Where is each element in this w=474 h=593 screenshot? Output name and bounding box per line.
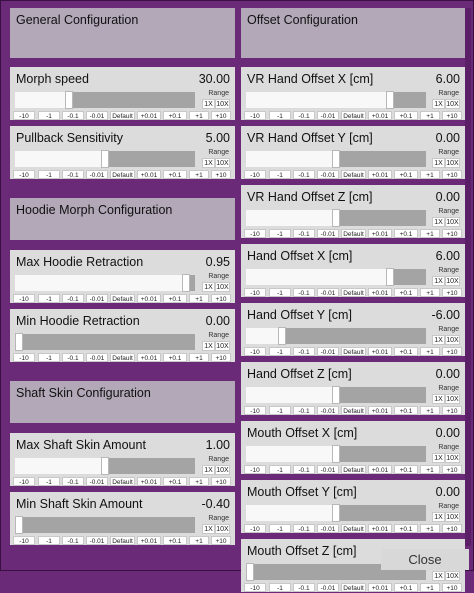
setting-value: 0.95 <box>205 255 230 269</box>
slider-handle[interactable] <box>278 327 286 345</box>
section-header-offset: Offset Configuration <box>241 8 465 58</box>
range-label: Range <box>208 149 229 156</box>
step-buttons <box>244 583 462 592</box>
step-button[interactable]: +10 <box>442 229 462 238</box>
slider-handle[interactable] <box>332 150 340 168</box>
setting-value: 0.00 <box>435 131 460 145</box>
slider-card <box>241 244 465 297</box>
setting-value: 0.00 <box>435 190 460 204</box>
slider-card <box>241 362 465 415</box>
slider-card <box>10 492 235 545</box>
step-button[interactable]: -0.1 <box>62 111 84 120</box>
setting-value: 6.00 <box>435 249 460 263</box>
range-1x-button[interactable]: 1X <box>202 341 215 351</box>
step-button[interactable]: +0.01 <box>137 477 161 486</box>
step-button[interactable]: +1 <box>189 170 209 179</box>
slider-handle[interactable] <box>65 91 73 109</box>
step-button[interactable]: Default <box>341 347 366 356</box>
setting-value: 0.00 <box>435 485 460 499</box>
setting-value: 1.00 <box>205 438 230 452</box>
slider-track[interactable] <box>246 505 426 521</box>
range-1x-button[interactable]: 1X <box>432 394 445 404</box>
range-10x-button[interactable]: 10X <box>216 526 229 533</box>
step-button[interactable]: +0.01 <box>137 170 161 179</box>
step-button[interactable]: Default <box>110 353 135 362</box>
range-10x-button[interactable]: 10X <box>446 101 459 108</box>
slider-fill <box>15 275 186 291</box>
step-button[interactable]: -0.01 <box>86 294 108 303</box>
setting-value: 0.00 <box>435 426 460 440</box>
range-10x-button[interactable]: 10X <box>446 514 459 521</box>
slider-track[interactable] <box>15 92 195 108</box>
range-1x-button[interactable]: 1X <box>432 335 445 345</box>
setting-label: VR Hand Offset X [cm] <box>247 72 374 86</box>
step-button[interactable]: +0.01 <box>137 294 161 303</box>
step-button[interactable]: +10 <box>211 294 231 303</box>
slider-card <box>241 67 465 120</box>
range-1x-button[interactable]: 1X <box>432 158 445 168</box>
step-button[interactable]: Default <box>110 536 135 545</box>
slider-track[interactable] <box>15 517 195 533</box>
slider-card <box>241 421 465 474</box>
slider-fill <box>246 328 282 344</box>
step-button[interactable]: +0.1 <box>163 353 187 362</box>
step-button[interactable]: -1 <box>38 536 60 545</box>
step-button[interactable]: -10 <box>244 465 266 474</box>
slider-handle[interactable] <box>332 386 340 404</box>
step-button[interactable]: -10 <box>244 111 266 120</box>
slider-card <box>10 126 235 179</box>
step-button[interactable]: +10 <box>442 170 462 179</box>
step-button[interactable]: +1 <box>420 170 440 179</box>
slider-track[interactable] <box>246 151 426 167</box>
setting-value: 0.00 <box>435 367 460 381</box>
step-button[interactable]: -0.1 <box>293 524 315 533</box>
slider-handle[interactable] <box>15 516 23 534</box>
range-10x-button[interactable]: 10X <box>446 455 459 462</box>
slider-track[interactable] <box>246 269 426 285</box>
range-label: Range <box>438 149 459 156</box>
step-button[interactable]: -10 <box>13 477 35 486</box>
range-label: Range <box>438 326 459 333</box>
step-button[interactable]: +10 <box>211 111 231 120</box>
range-1x-button[interactable]: 1X <box>202 524 215 534</box>
slider-handle[interactable] <box>15 333 23 351</box>
range-1x-button[interactable]: 1X <box>432 276 445 286</box>
slider-card <box>10 250 235 303</box>
step-button[interactable]: +1 <box>189 294 209 303</box>
step-button[interactable]: +10 <box>442 465 462 474</box>
setting-label: Hand Offset Y [cm] <box>247 308 352 322</box>
step-button[interactable]: -0.1 <box>293 406 315 415</box>
step-button[interactable]: +0.1 <box>163 111 187 120</box>
setting-value: 30.00 <box>198 72 230 86</box>
step-button[interactable]: -1 <box>38 170 60 179</box>
step-button[interactable]: -0.01 <box>317 583 339 592</box>
step-button[interactable]: -0.01 <box>317 406 339 415</box>
slider-card <box>241 303 465 356</box>
step-button[interactable]: +0.01 <box>137 536 161 545</box>
slider-card <box>241 480 465 533</box>
step-button[interactable]: +0.01 <box>137 353 161 362</box>
step-button[interactable]: -0.1 <box>62 477 84 486</box>
step-button[interactable]: -0.01 <box>86 170 108 179</box>
setting-label: Morph speed <box>16 72 89 86</box>
step-buttons <box>244 170 462 179</box>
setting-label: VR Hand Offset Y [cm] <box>247 131 373 145</box>
step-button[interactable]: -10 <box>13 536 35 545</box>
step-button[interactable]: +1 <box>420 465 440 474</box>
slider-handle[interactable] <box>386 268 394 286</box>
step-button[interactable]: +10 <box>442 288 462 297</box>
step-button[interactable]: -10 <box>13 294 35 303</box>
step-button[interactable]: Default <box>341 288 366 297</box>
range-label: Range <box>438 503 459 510</box>
step-button[interactable]: +1 <box>420 524 440 533</box>
slider-track[interactable] <box>246 210 426 226</box>
step-button[interactable]: Default <box>341 111 366 120</box>
range-1x-button[interactable]: 1X <box>202 99 215 109</box>
step-button[interactable]: Default <box>110 111 135 120</box>
setting-label: Pullback Sensitivity <box>16 131 123 145</box>
slider-handle[interactable] <box>332 209 340 227</box>
step-button[interactable]: Default <box>110 294 135 303</box>
range-1x-button[interactable]: 1X <box>202 465 215 475</box>
step-button[interactable]: -10 <box>13 170 35 179</box>
step-button[interactable]: Default <box>341 524 366 533</box>
step-buttons <box>244 406 462 415</box>
step-button[interactable]: -0.01 <box>86 353 108 362</box>
step-button[interactable]: +10 <box>211 477 231 486</box>
slider-track[interactable] <box>246 328 426 344</box>
step-button[interactable]: +0.1 <box>394 170 418 179</box>
range-1x-button[interactable]: 1X <box>432 217 445 227</box>
step-button[interactable]: -0.01 <box>86 111 108 120</box>
range-10x-button[interactable]: 10X <box>216 160 229 167</box>
slider-fill <box>246 92 390 108</box>
slider-fill <box>246 387 336 403</box>
range-1x-button[interactable]: 1X <box>432 571 445 581</box>
step-button[interactable]: -1 <box>269 111 291 120</box>
step-button[interactable]: +0.1 <box>163 294 187 303</box>
slider-card <box>10 67 235 120</box>
step-button[interactable]: -1 <box>269 583 291 592</box>
step-button[interactable]: +10 <box>211 353 231 362</box>
left-settings-column <box>10 8 235 546</box>
step-button[interactable]: -10 <box>244 524 266 533</box>
step-button[interactable]: +0.1 <box>394 347 418 356</box>
setting-value: 6.00 <box>435 72 460 86</box>
step-button[interactable]: +0.1 <box>394 465 418 474</box>
setting-label: Min Shaft Skin Amount <box>16 497 143 511</box>
slider-card <box>10 309 235 362</box>
setting-label: Mouth Offset Y [cm] <box>247 485 357 499</box>
slider-handle[interactable] <box>101 457 109 475</box>
range-1x-button[interactable]: 1X <box>202 282 215 292</box>
step-button[interactable]: +1 <box>189 111 209 120</box>
slider-track[interactable] <box>15 334 195 350</box>
step-button[interactable]: +10 <box>442 347 462 356</box>
slider-track[interactable] <box>15 275 195 291</box>
setting-value: 0.00 <box>205 314 230 328</box>
step-button[interactable]: -0.1 <box>293 229 315 238</box>
step-button[interactable]: -1 <box>269 288 291 297</box>
section-header-shaft: Shaft Skin Configuration <box>10 381 235 423</box>
step-button[interactable]: +0.1 <box>394 583 418 592</box>
setting-label: Min Hoodie Retraction <box>16 314 140 328</box>
step-button[interactable]: -10 <box>13 111 35 120</box>
step-button[interactable]: +10 <box>442 111 462 120</box>
step-button[interactable]: -10 <box>244 347 266 356</box>
slider-handle[interactable] <box>386 91 394 109</box>
setting-value: -0.40 <box>201 497 230 511</box>
step-button[interactable]: +0.1 <box>394 406 418 415</box>
range-label: Range <box>438 444 459 451</box>
section-header-general: General Configuration <box>10 8 235 58</box>
step-button[interactable]: -0.1 <box>293 170 315 179</box>
step-button[interactable]: -0.1 <box>293 288 315 297</box>
range-1x-button[interactable]: 1X <box>432 453 445 463</box>
slider-track[interactable] <box>246 387 426 403</box>
step-button[interactable]: -0.01 <box>86 536 108 545</box>
setting-label: Mouth Offset X [cm] <box>247 426 358 440</box>
range-10x-button[interactable]: 10X <box>216 101 229 108</box>
slider-fill <box>246 210 336 226</box>
close-button[interactable]: Close <box>381 549 469 570</box>
range-10x-button[interactable]: 10X <box>216 284 229 291</box>
step-button[interactable]: +1 <box>189 477 209 486</box>
step-button[interactable]: +0.01 <box>368 465 392 474</box>
step-buttons <box>13 111 232 120</box>
step-buttons <box>13 536 232 545</box>
range-10x-button[interactable]: 10X <box>216 467 229 474</box>
slider-track[interactable] <box>246 446 426 462</box>
step-button[interactable]: +0.1 <box>394 524 418 533</box>
scrollbar[interactable] <box>465 8 471 546</box>
section-header-hoodie: Hoodie Morph Configuration <box>10 198 235 240</box>
step-button[interactable]: +0.01 <box>368 111 392 120</box>
step-button[interactable]: -10 <box>244 406 266 415</box>
step-button[interactable]: +10 <box>211 170 231 179</box>
setting-label: Max Hoodie Retraction <box>16 255 144 269</box>
range-label: Range <box>208 273 229 280</box>
step-button[interactable]: -1 <box>38 353 60 362</box>
step-button[interactable]: -0.1 <box>62 353 84 362</box>
step-buttons <box>244 111 462 120</box>
step-button[interactable]: -1 <box>38 111 60 120</box>
step-button[interactable]: -0.1 <box>62 536 84 545</box>
step-button[interactable]: -0.01 <box>317 229 339 238</box>
step-buttons <box>13 170 232 179</box>
step-button[interactable]: -0.01 <box>317 347 339 356</box>
step-buttons <box>13 353 232 362</box>
slider-handle[interactable] <box>246 563 254 581</box>
slider-fill <box>246 446 336 462</box>
slider-track[interactable] <box>15 151 195 167</box>
step-button[interactable]: Default <box>110 170 135 179</box>
step-button[interactable]: -0.1 <box>293 583 315 592</box>
step-button[interactable]: +10 <box>442 583 462 592</box>
step-button[interactable]: -0.1 <box>62 170 84 179</box>
range-label: Range <box>208 90 229 97</box>
setting-label: VR Hand Offset Z [cm] <box>247 190 373 204</box>
range-label: Range <box>208 456 229 463</box>
slider-fill <box>246 505 336 521</box>
slider-handle[interactable] <box>182 274 190 292</box>
slider-fill <box>15 92 69 108</box>
slider-fill <box>246 151 336 167</box>
step-button[interactable]: +0.1 <box>163 170 187 179</box>
step-button[interactable]: -0.01 <box>317 170 339 179</box>
step-button[interactable]: -1 <box>38 477 60 486</box>
step-button[interactable]: +0.01 <box>368 583 392 592</box>
range-10x-button[interactable]: 10X <box>446 278 459 285</box>
step-button[interactable]: +0.01 <box>368 524 392 533</box>
step-button[interactable]: -1 <box>269 524 291 533</box>
step-button[interactable]: Default <box>110 477 135 486</box>
range-10x-button[interactable]: 10X <box>446 337 459 344</box>
step-button[interactable]: Default <box>341 170 366 179</box>
range-label: Range <box>208 332 229 339</box>
step-buttons <box>244 347 462 356</box>
step-button[interactable]: -1 <box>269 347 291 356</box>
step-button[interactable]: Default <box>341 229 366 238</box>
step-button[interactable]: -1 <box>269 406 291 415</box>
setting-label: Hand Offset Z [cm] <box>247 367 352 381</box>
step-buttons <box>13 294 232 303</box>
setting-label: Mouth Offset Z [cm] <box>247 544 357 558</box>
step-button[interactable]: -0.01 <box>317 288 339 297</box>
slider-card <box>10 433 235 486</box>
step-button[interactable]: +0.01 <box>368 229 392 238</box>
step-button[interactable]: -0.01 <box>86 477 108 486</box>
step-button[interactable]: +1 <box>420 583 440 592</box>
step-button[interactable]: +0.01 <box>368 288 392 297</box>
step-button[interactable]: +0.1 <box>394 111 418 120</box>
range-10x-button[interactable]: 10X <box>446 573 459 580</box>
step-button[interactable]: -0.01 <box>317 524 339 533</box>
range-10x-button[interactable]: 10X <box>446 396 459 403</box>
step-button[interactable]: -0.1 <box>293 111 315 120</box>
step-button[interactable]: -0.01 <box>317 465 339 474</box>
step-button[interactable]: +1 <box>420 288 440 297</box>
slider-card <box>241 185 465 238</box>
step-button[interactable]: +0.01 <box>368 170 392 179</box>
range-label: Range <box>438 208 459 215</box>
step-button[interactable]: -1 <box>269 170 291 179</box>
step-button[interactable]: +10 <box>442 524 462 533</box>
step-button[interactable]: +0.01 <box>368 347 392 356</box>
step-button[interactable]: +0.01 <box>137 111 161 120</box>
slider-fill <box>15 151 105 167</box>
setting-value: -6.00 <box>431 308 460 322</box>
range-label: Range <box>208 515 229 522</box>
step-button[interactable]: -10 <box>244 583 266 592</box>
step-button[interactable]: -0.01 <box>317 111 339 120</box>
step-button[interactable]: -0.1 <box>293 347 315 356</box>
slider-card <box>241 126 465 179</box>
step-button[interactable]: Default <box>341 406 366 415</box>
step-button[interactable]: -1 <box>269 229 291 238</box>
step-buttons <box>244 465 462 474</box>
step-button[interactable]: +1 <box>189 353 209 362</box>
slider-handle[interactable] <box>332 504 340 522</box>
step-button[interactable]: -10 <box>13 353 35 362</box>
step-button[interactable]: -10 <box>244 229 266 238</box>
slider-fill <box>246 269 390 285</box>
step-button[interactable]: +0.1 <box>394 288 418 297</box>
step-button[interactable]: +1 <box>420 229 440 238</box>
step-button[interactable]: +1 <box>189 536 209 545</box>
step-button[interactable]: -10 <box>244 288 266 297</box>
setting-label: Max Shaft Skin Amount <box>16 438 146 452</box>
step-button[interactable]: +0.1 <box>163 477 187 486</box>
step-button[interactable]: Default <box>341 583 366 592</box>
setting-label: Hand Offset X [cm] <box>247 249 353 263</box>
step-button[interactable]: +1 <box>420 111 440 120</box>
slider-track[interactable] <box>246 92 426 108</box>
step-button[interactable]: -1 <box>38 294 60 303</box>
range-10x-button[interactable]: 10X <box>216 343 229 350</box>
range-label: Range <box>438 90 459 97</box>
step-button[interactable]: -1 <box>269 465 291 474</box>
range-label: Range <box>438 385 459 392</box>
step-button[interactable]: -0.1 <box>62 294 84 303</box>
step-buttons <box>244 288 462 297</box>
range-1x-button[interactable]: 1X <box>432 512 445 522</box>
step-button[interactable]: +1 <box>420 406 440 415</box>
step-button[interactable]: +0.01 <box>368 406 392 415</box>
step-button[interactable]: -0.1 <box>293 465 315 474</box>
step-button[interactable]: -10 <box>244 170 266 179</box>
slider-fill <box>15 458 105 474</box>
slider-handle[interactable] <box>101 150 109 168</box>
step-buttons <box>13 477 232 486</box>
range-10x-button[interactable]: 10X <box>446 219 459 226</box>
slider-handle[interactable] <box>332 445 340 463</box>
step-button[interactable]: +1 <box>420 347 440 356</box>
step-button[interactable]: +0.1 <box>394 229 418 238</box>
range-1x-button[interactable]: 1X <box>432 99 445 109</box>
setting-value: 5.00 <box>205 131 230 145</box>
slider-track[interactable] <box>15 458 195 474</box>
step-button[interactable]: Default <box>341 465 366 474</box>
range-label: Range <box>438 267 459 274</box>
step-button[interactable]: +0.1 <box>163 536 187 545</box>
range-1x-button[interactable]: 1X <box>202 158 215 168</box>
step-buttons <box>244 229 462 238</box>
range-10x-button[interactable]: 10X <box>446 160 459 167</box>
step-buttons <box>244 524 462 533</box>
step-button[interactable]: +10 <box>211 536 231 545</box>
step-button[interactable]: +10 <box>442 406 462 415</box>
